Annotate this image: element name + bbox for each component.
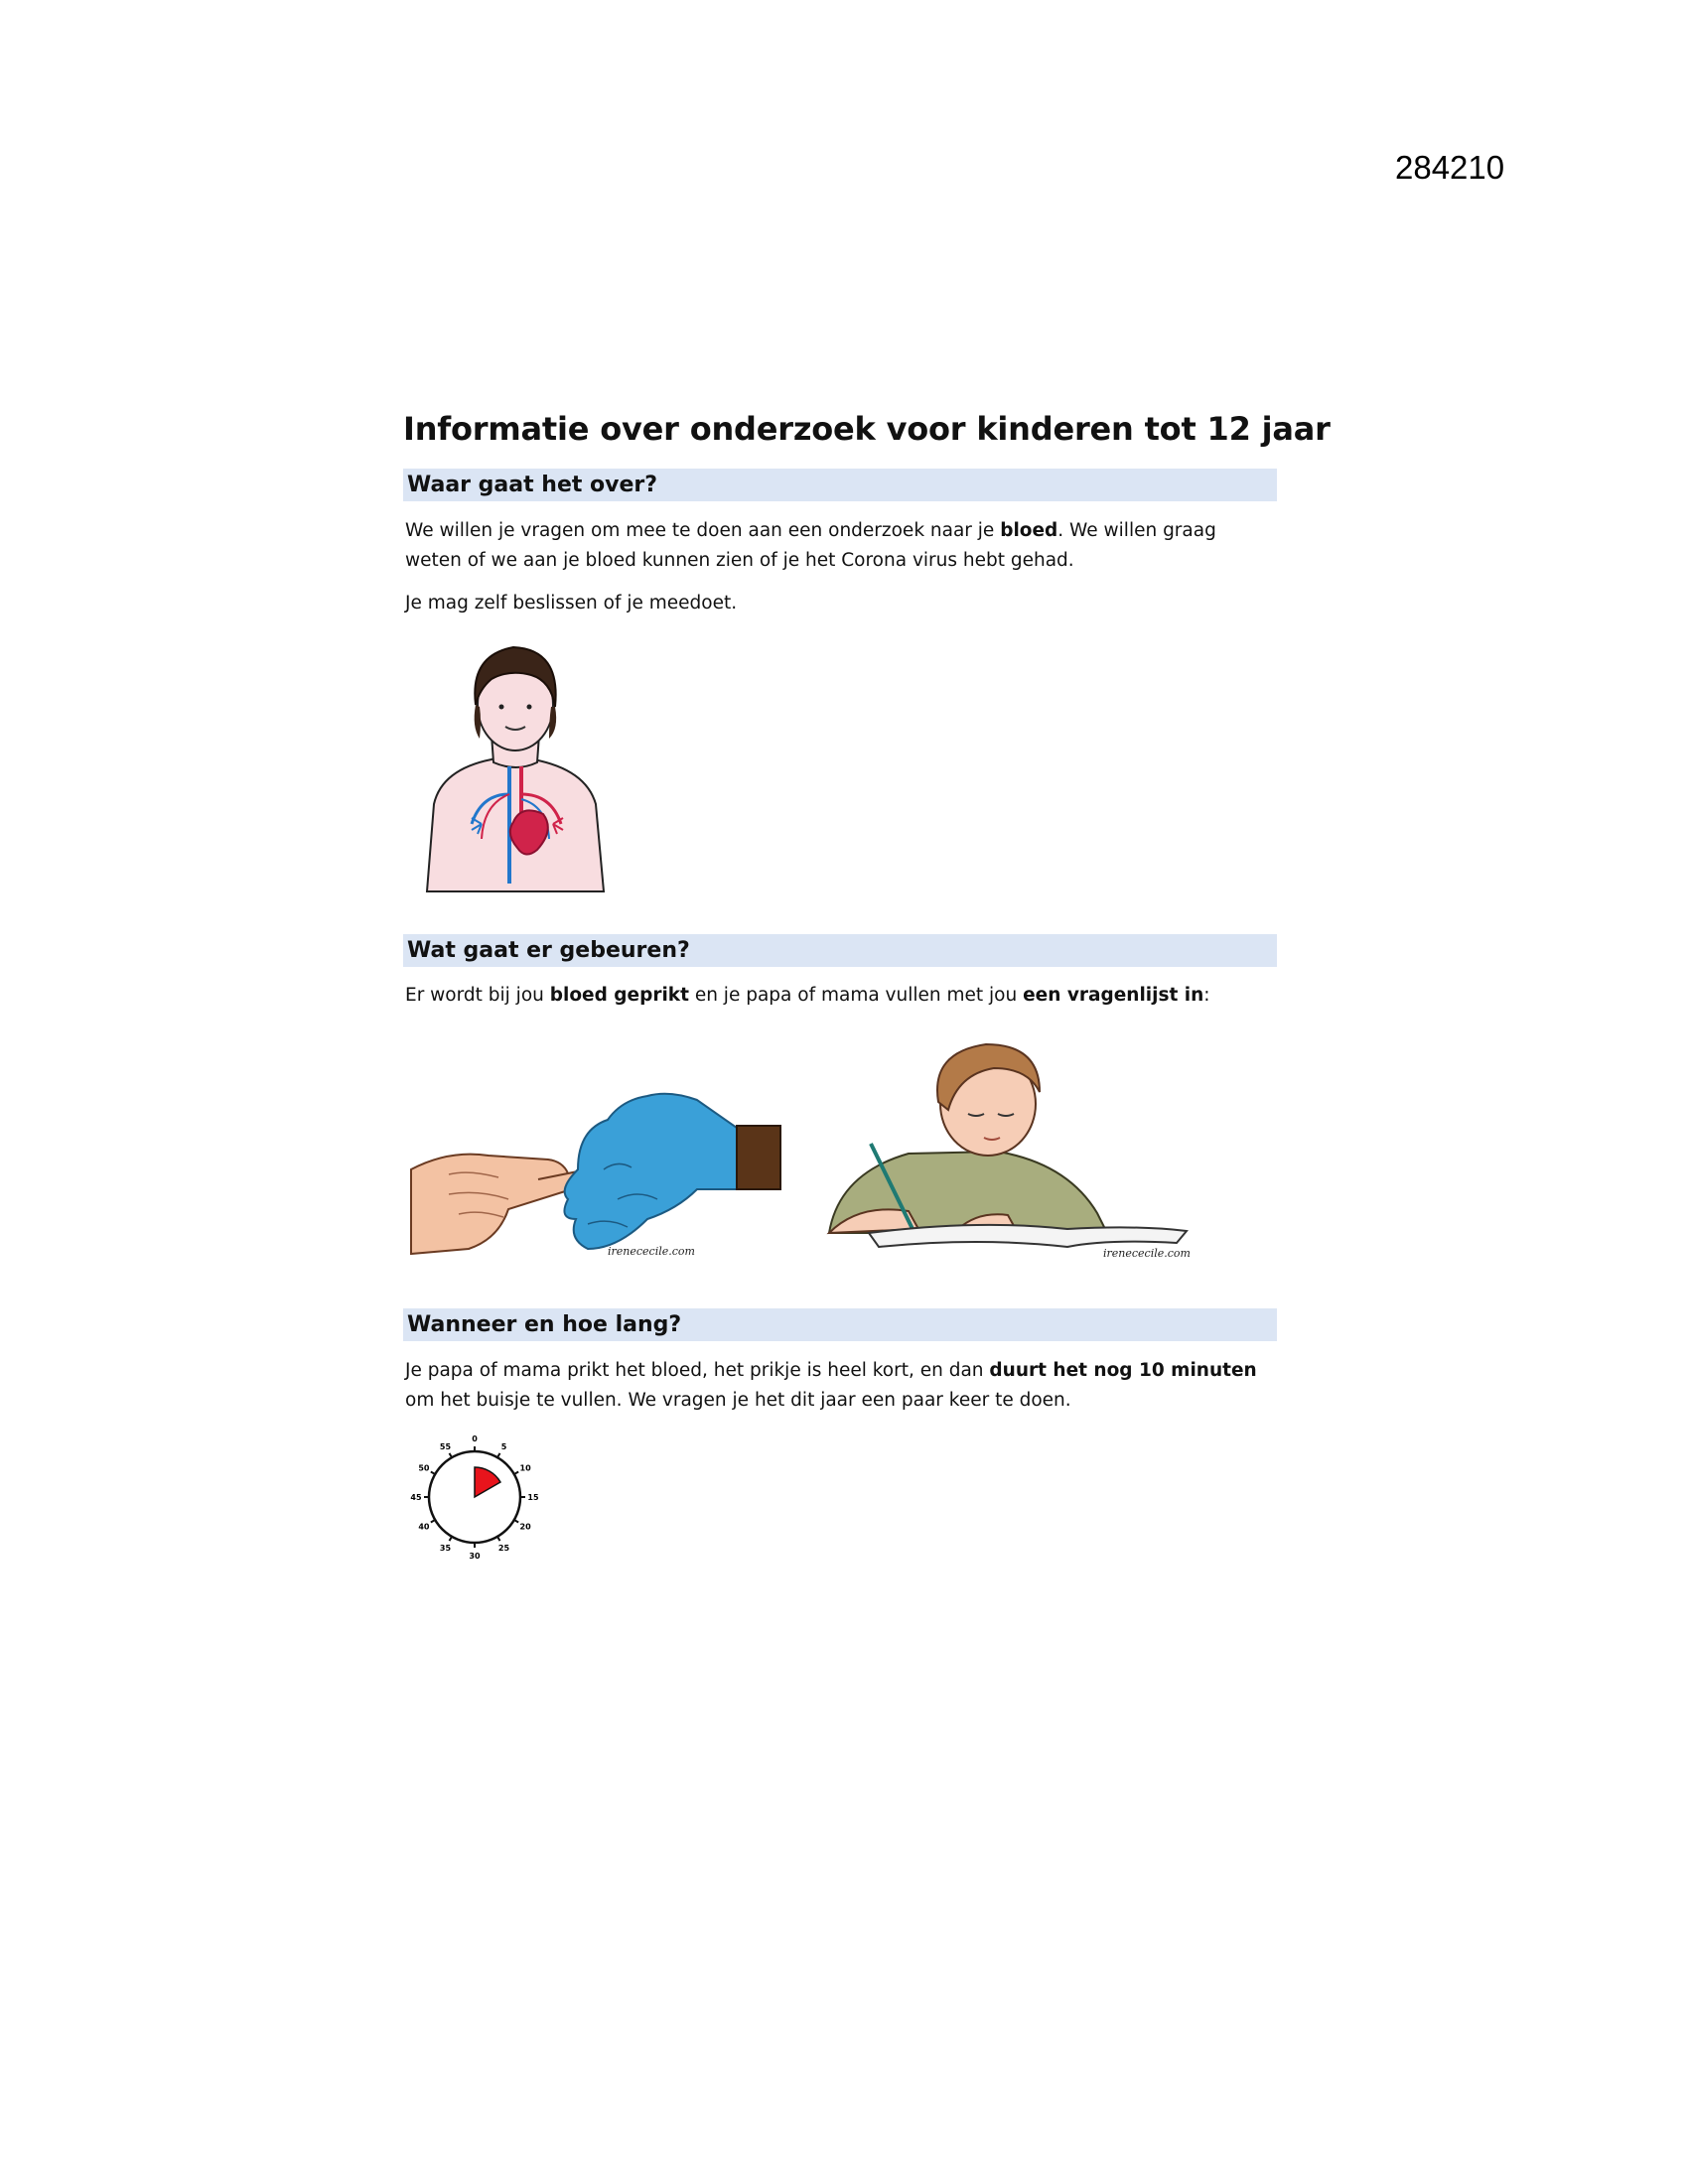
- text-span: Er wordt bij jou: [405, 985, 550, 1006]
- section-about-paragraph-2: Je mag zelf beslissen of je meedoet.: [405, 593, 738, 614]
- bold-span: duurt het nog 10 minuten: [989, 1360, 1257, 1381]
- timer-label: 30: [469, 1552, 481, 1561]
- section-about-paragraph: [405, 516, 1269, 576]
- timer-label: 15: [527, 1493, 539, 1502]
- watermark-text: irenececile.com: [1103, 1247, 1191, 1259]
- timer-label: 0: [472, 1434, 478, 1443]
- timer-label: 20: [519, 1522, 531, 1532]
- bold-span: een vragenlijst in: [1023, 985, 1204, 1006]
- timer-label: 55: [439, 1441, 452, 1451]
- section-heading-duration: Wanneer en hoe lang?: [403, 1308, 1277, 1341]
- page-title: Informatie over onderzoek voor kinderen tot 12 jaar: [403, 410, 1331, 448]
- section-heading-about: Waar gaat het over?: [403, 469, 1277, 501]
- timer-clock-icon: [397, 1433, 546, 1563]
- text-span: om het buisje te vullen. We vragen je het dit jaar een paar keer te doen.: [405, 1390, 1071, 1411]
- section-procedure-paragraph: [405, 981, 1274, 1011]
- text-span: :: [1203, 985, 1210, 1006]
- timer-label: 50: [418, 1463, 430, 1473]
- timer-label: 45: [410, 1493, 422, 1502]
- timer-label: 25: [497, 1544, 510, 1554]
- timer-label: 35: [439, 1544, 452, 1554]
- section-duration-paragraph: [405, 1356, 1274, 1416]
- section-heading-procedure: Wat gaat er gebeuren?: [403, 934, 1277, 967]
- timer-label: 40: [418, 1522, 430, 1532]
- text-span: We willen je vragen om mee te doen aan een onderzoek naar je: [405, 520, 1001, 541]
- bold-span: bloed geprikt: [549, 985, 689, 1006]
- bold-span: bloed: [1000, 520, 1058, 541]
- watermark-text: irenececile.com: [608, 1245, 695, 1258]
- timer-label: 5: [500, 1441, 507, 1451]
- child-heart-illustration: [422, 635, 611, 893]
- child-writing-illustration: [809, 1034, 1196, 1259]
- document-id: 284210: [1395, 149, 1505, 186]
- finger-prick-illustration: [409, 1050, 786, 1259]
- timer-label: 10: [519, 1463, 531, 1473]
- text-span: . We willen graag weten of we aan je bloed kunnen zien of je het Corona virus hebt gehad.: [405, 520, 1216, 571]
- text-span: en je papa of mama vullen met jou: [688, 985, 1024, 1006]
- text-span: Je papa of mama prikt het bloed, het prikje is heel kort, en dan: [405, 1360, 990, 1381]
